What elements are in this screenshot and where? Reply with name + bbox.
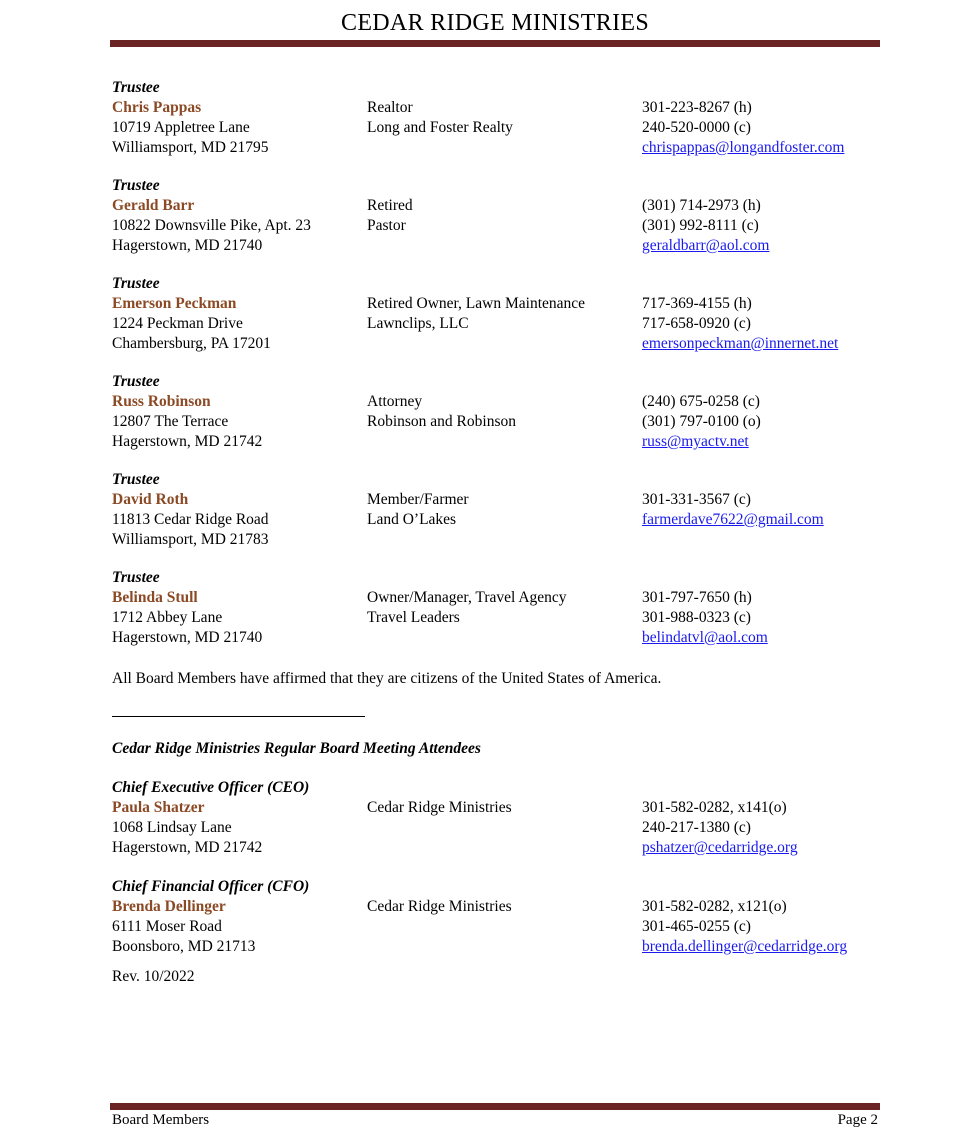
address-city: Hagerstown, MD 21742 (112, 433, 263, 450)
employer: Lawnclips, LLC (367, 315, 469, 332)
email-link[interactable]: geraldbarr@aol.com (642, 237, 770, 254)
phone: 717-369-4155 (h) (642, 295, 752, 312)
member-role: Trustee (112, 569, 160, 586)
member-role: Chief Financial Officer (CFO) (112, 878, 310, 895)
email-link[interactable]: brenda.dellinger@cedarridge.org (642, 938, 848, 955)
revision-note: Rev. 10/2022 (112, 968, 195, 985)
address-line: 10822 Downsville Pike, Apt. 23 (112, 217, 311, 234)
organization: Cedar Ridge Ministries (367, 799, 512, 816)
email-link[interactable]: chrispappas@longandfoster.com (642, 139, 845, 156)
phone: (301) 797-0100 (o) (642, 413, 761, 430)
member-role: Trustee (112, 471, 160, 488)
employer: Pastor (367, 217, 406, 234)
organization: Cedar Ridge Ministries (367, 898, 512, 915)
citizenship-statement: All Board Members have affirmed that they are citizens of the United States of America. (112, 670, 662, 687)
occupation: Realtor (367, 99, 413, 116)
member-name: Gerald Barr (112, 197, 195, 214)
member-role: Trustee (112, 79, 160, 96)
address-city: Williamsport, MD 21795 (112, 139, 269, 156)
address-line: 12807 The Terrace (112, 413, 229, 430)
phone: 717-658-0920 (c) (642, 315, 751, 332)
phone: 240-520-0000 (c) (642, 119, 751, 136)
occupation: Retired Owner, Lawn Maintenance (367, 295, 586, 312)
phone: 301-331-3567 (c) (642, 491, 751, 508)
attendees-heading: Cedar Ridge Ministries Regular Board Meeting Attendees (112, 740, 481, 757)
trustee-entry (112, 372, 882, 452)
phone: 301-988-0323 (c) (642, 609, 751, 626)
email-link[interactable]: pshatzer@cedarridge.org (642, 839, 798, 856)
member-name: David Roth (112, 491, 189, 508)
page-title: CEDAR RIDGE MINISTRIES (341, 10, 649, 36)
address-city: Boonsboro, MD 21713 (112, 938, 256, 955)
email-link[interactable]: emersonpeckman@innernet.net (642, 335, 839, 352)
occupation: Owner/Manager, Travel Agency (367, 589, 567, 606)
address-line: 6111 Moser Road (112, 918, 222, 935)
page-number: Page 2 (837, 1112, 878, 1128)
member-name: Brenda Dellinger (112, 898, 226, 915)
header-rule (110, 40, 880, 47)
address-line: 11813 Cedar Ridge Road (112, 511, 269, 528)
trustee-entry (112, 176, 882, 256)
phone: 301-465-0255 (c) (642, 918, 751, 935)
member-role: Chief Executive Officer (CEO) (112, 779, 310, 796)
address-line: 1068 Lindsay Lane (112, 819, 232, 836)
phone: (240) 675-0258 (c) (642, 393, 760, 410)
address-city: Hagerstown, MD 21742 (112, 839, 263, 856)
address-city: Williamsport, MD 21783 (112, 531, 269, 548)
member-role: Trustee (112, 275, 160, 292)
attendee-entry (112, 778, 882, 858)
phone: 301-582-0282, x121(o) (642, 898, 787, 915)
address-line: 1712 Abbey Lane (112, 609, 223, 626)
address-city: Chambersburg, PA 17201 (112, 335, 271, 352)
footer-left: Board Members (112, 1112, 210, 1128)
phone: (301) 714-2973 (h) (642, 197, 761, 214)
section-divider (112, 716, 365, 717)
member-name: Russ Robinson (112, 393, 211, 410)
employer: Travel Leaders (367, 609, 460, 626)
email-link[interactable]: farmerdave7622@gmail.com (642, 511, 824, 528)
trustee-entry (112, 470, 882, 550)
email-link[interactable]: russ@myactv.net (642, 433, 749, 450)
occupation: Attorney (367, 393, 423, 410)
employer: Land O’Lakes (367, 511, 457, 528)
occupation: Member/Farmer (367, 491, 469, 508)
attendee-entry (112, 877, 882, 957)
trustee-entry (112, 274, 882, 354)
address-city: Hagerstown, MD 21740 (112, 237, 263, 254)
footer-rule (110, 1103, 880, 1110)
email-link[interactable]: belindatvl@aol.com (642, 629, 768, 646)
page-footer (112, 1112, 878, 1129)
address-line: 10719 Appletree Lane (112, 119, 250, 136)
address-line: 1224 Peckman Drive (112, 315, 243, 332)
employer: Long and Foster Realty (367, 119, 513, 136)
member-name: Paula Shatzer (112, 799, 205, 816)
occupation: Retired (367, 197, 413, 214)
phone: (301) 992-8111 (c) (642, 217, 759, 234)
trustee-entry (112, 568, 882, 648)
member-role: Trustee (112, 177, 160, 194)
trustee-entry (112, 78, 882, 158)
member-name: Chris Pappas (112, 99, 202, 116)
member-name: Belinda Stull (112, 589, 198, 606)
phone: 301-223-8267 (h) (642, 99, 752, 116)
phone: 301-582-0282, x141(o) (642, 799, 787, 816)
phone: 240-217-1380 (c) (642, 819, 751, 836)
member-role: Trustee (112, 373, 160, 390)
employer: Robinson and Robinson (367, 413, 516, 430)
member-name: Emerson Peckman (112, 295, 237, 312)
phone: 301-797-7650 (h) (642, 589, 752, 606)
address-city: Hagerstown, MD 21740 (112, 629, 263, 646)
